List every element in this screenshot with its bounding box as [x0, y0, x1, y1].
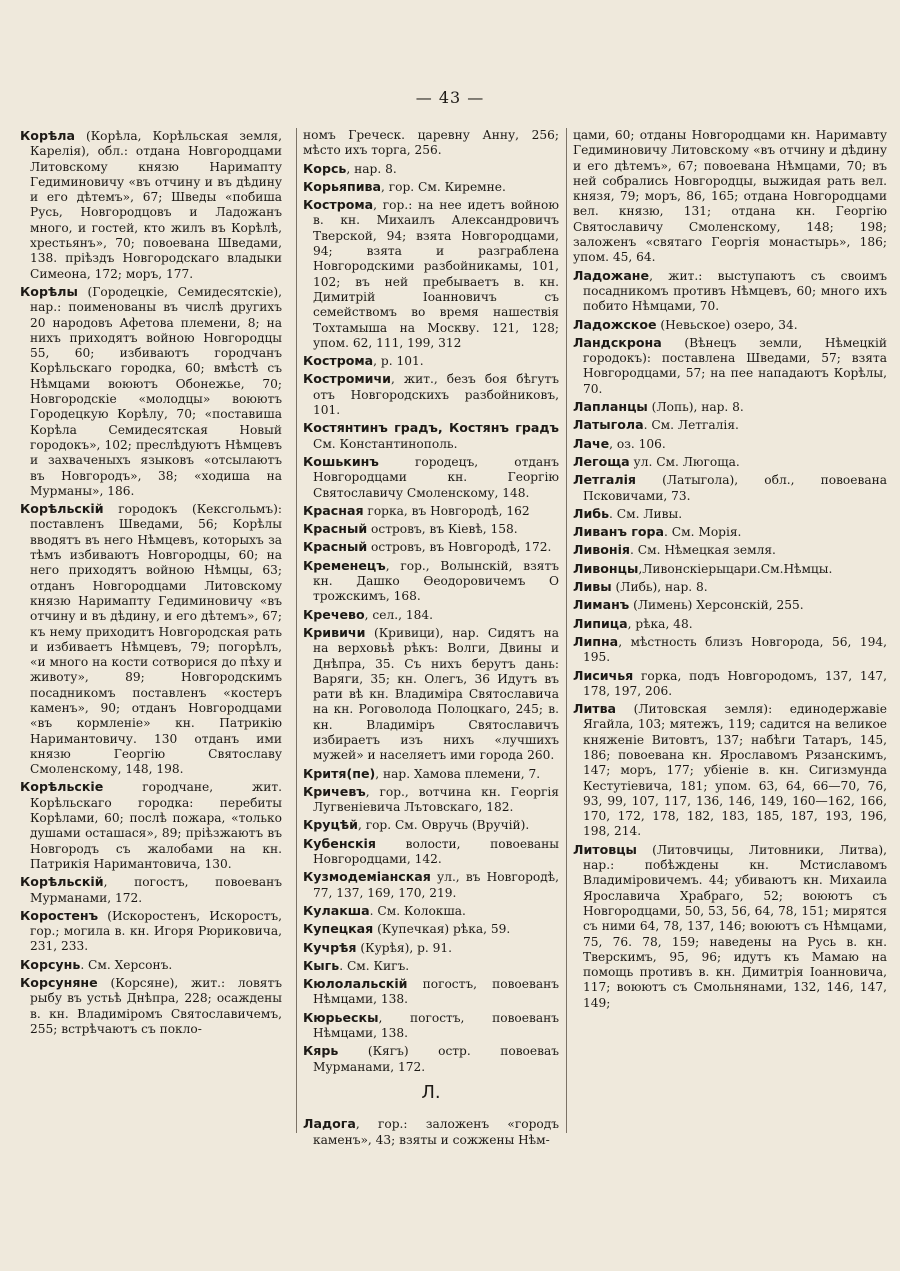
index-entry [573, 597, 887, 613]
entry-headword: Корѣла [20, 128, 75, 143]
entry-text: . См. Херсонъ. [80, 957, 173, 972]
entry-text: , оз. 106. [609, 436, 666, 451]
entry-text: (Невьское) озеро, 34. [656, 317, 798, 332]
index-entry [303, 958, 559, 974]
entry-text: (Корсяне), жит.: ловятъ рыбу въ устьѣ Днѣпра, 228; осаждены в. кн. Владиміромъ Святославичемъ, 255; встрѣчаютъ съ покло- [30, 976, 282, 1036]
entry-headword: Круцѣй [303, 817, 358, 833]
entry-headword: Либь [573, 505, 610, 521]
index-entry [303, 766, 559, 782]
entry-text: , мѣстность близъ Новгорода, 56, 194, 195. [583, 634, 887, 665]
entry-text: (Кягъ) остр. повоеваъ Мурманами, 172. [313, 1044, 559, 1074]
entry-text: , гор., вотчина кн. Георгія Лугвеніевича Лътовскаго, 182. [313, 784, 559, 815]
index-entry [573, 417, 887, 433]
index-entry [573, 634, 887, 666]
column-2 [296, 128, 559, 1147]
entry-headword: Ландскрона [573, 334, 662, 350]
index-entry [573, 268, 887, 315]
index-entry [303, 940, 559, 956]
entry-text: волости, повоеваны Новгородцами, 142. [313, 836, 559, 867]
entry-text: ул. См. Люгоща. [629, 454, 740, 469]
index-entry [573, 561, 887, 577]
index-entry [303, 128, 559, 159]
entry-text: ,Ливонскіерыцари.См.Нѣмцы. [638, 561, 833, 576]
page-number: — 43 — [415, 88, 485, 107]
entry-headword: Ливанъ гора [573, 524, 665, 540]
index-entry [573, 335, 887, 397]
entry-text: цами, 60; отданы Новгородцами кн. Наримавту Гедиминовичу Литовскому «въ отчину и дѣдину и его дѣтемъ», 67; повоевана Нѣмцами, 70; въ ней собрались Новгородцы, выжидая рать вел. князя, 79; моръ, 86, 165; отдана Новгородцами вел. князю, 131; отдана кн. Георгію Святославичу Смоленскому, 148; 198; заложенъ «святаго Георгія монастырь», 186; упом. 45, 64. [573, 128, 887, 265]
entry-text: , гор.: на нее идетъ войною в. кн. Михаилъ Александровичъ Тверской, 94; взята Новгородцами, 94; взята и разграблена Новгородскими разбойникамы, 101, 102; въ ней пребываетъ в. кн. Димитрій Іоанновичъ съ семействомъ во время нашествія Тохтамыша на Москву. 121, 128; упом. 62, 111, 199, 312 [313, 198, 559, 350]
index-entry [20, 779, 282, 872]
index-entry [303, 817, 559, 833]
index-entry [573, 668, 887, 700]
index-entry [303, 836, 559, 868]
entry-headword: Корьяпива [303, 178, 382, 194]
entry-headword: Корсь [303, 160, 347, 176]
index-entry [303, 521, 559, 537]
entry-headword: Кречево [303, 606, 365, 622]
entry-headword: Корсуняне [20, 975, 98, 991]
index-entry [573, 616, 887, 632]
entry-text: (Курѣя), р. 91. [356, 940, 453, 955]
index-entry [303, 353, 559, 369]
index-entry [573, 454, 887, 470]
entry-headword: Кубенскія [303, 835, 376, 851]
entry-text: . См. Летгалія. [643, 418, 739, 433]
entry-text: горка, въ Новгородѣ, 162 [363, 503, 530, 518]
entry-text: , нар. 8. [346, 161, 397, 176]
entry-text: (Литовчицы, Литовники, Литва), нар.: побѣждены кн. Мстиславомъ Владиміровичемъ. 44; убиваютъ кн. Михаила Ярославича Храбраго, 52; воюютъ съ Новгородцами, 50, 53, 56, 64, 78, 151; мирятся съ ними 64, 78, 137, 146; воюютъ съ Нѣмцами, 75, 76. 78, 159; наведены на Русь в. кн. Тверскимъ, 95, 96; идутъ къ Мамаю на помощь противъ в. кн. Димитрія Іоанновича, 117; воюютъ съ Смольнянами, 132, 146, 147, 149; [583, 842, 887, 1010]
index-entry [303, 1116, 559, 1148]
index-entry [303, 607, 559, 623]
entry-headword: Кыгь [303, 957, 340, 973]
entry-headword: Кузмодеміанская [303, 869, 431, 885]
index-entry [20, 128, 282, 282]
entry-text: городокъ (Кексгольмъ): поставленъ Шведами, 56; Корѣлы вводятъ въ него Нѣмцевъ, которыхъ за тѣмъ избиваютъ Новгородцы, 60; на него приходятъ войною Нѣмцы, 63; отданъ Новгородцами Литовскому князю Наримапту Гедиминовичу «въ отчину и въ дѣдину, и его дѣтемъ», 67; къ нему приходитъ Новгородская рать и избиваетъ Нѣмцевъ, 79; погорѣлъ, «и много на кости сотворися до пѣху и животу», 89; Новгородскимъ посадникомъ поставленъ «костеръ каменъ», 90; отданъ Новгородцами «въ кормленіе» кн. Патрикію Наримантовичу. 130 отданъ ими князю Георгію Святославу Смоленскому, 148, 198. [30, 502, 282, 777]
entry-text: , гор., Волынскій, взятъ кн. Дашко Ѳеодоровичемъ О трожскимъ, 168. [313, 558, 559, 604]
index-entry [573, 701, 887, 840]
index-entry [573, 399, 887, 415]
index-entry [573, 579, 887, 595]
entry-text: , гор. См. Киремне. [381, 179, 506, 194]
entry-text: , рѣка, 48. [627, 616, 693, 631]
column-3 [566, 128, 887, 1133]
index-entry [573, 472, 887, 504]
index-entry [573, 317, 887, 333]
entry-headword: Ладожское [573, 316, 657, 332]
entry-text: городчане, жит. Корѣльскаго городка: перебиты Корѣлами, 60; послѣ пожара, «только душами осташася», 89; пріѣзжаютъ въ Новгородъ съ жалобами на кн. Патрикія Наримантовича, 130. [30, 780, 282, 871]
entry-text: (Лопь), нар. 8. [647, 400, 744, 415]
entry-headword: Красная [303, 502, 364, 518]
entry-text: , гор. См. Овручь (Вручій). [357, 818, 530, 833]
entry-headword: Липица [573, 615, 628, 631]
entry-text: городецъ, отданъ Новгородцами кн. Георгію Святославичу Смоленскому, 148. [313, 454, 559, 500]
entry-text: . См. Колокша. [369, 903, 466, 918]
entry-text: , нар. Хамова племени, 7. [375, 766, 541, 781]
entry-headword: Корѣлы [20, 283, 78, 299]
index-entry [303, 869, 559, 901]
entry-headword: Ливонцы [573, 560, 639, 576]
entry-text: островъ, въ Новгородѣ, 172. [367, 540, 552, 555]
index-entry [303, 454, 559, 501]
entry-headword: Кременецъ [303, 557, 386, 573]
entry-headword: Кулакша [303, 902, 370, 918]
entry-text: , гор.: заложенъ «городъ каменъ», 43; взяты и сожжены Нѣм- [313, 1117, 559, 1147]
entry-headword: Кострома [303, 353, 374, 369]
index-entry [303, 558, 559, 605]
entry-headword: Легоща [573, 453, 630, 469]
entry-text: (Латыгола), обл., повоевана Псковичами, 73. [583, 473, 887, 503]
index-entry [303, 539, 559, 555]
index-entry [573, 524, 887, 540]
entry-headword: Ладога [303, 1116, 356, 1132]
entry-text: . См. Морія. [664, 525, 742, 540]
index-entry [20, 957, 282, 973]
entry-headword: Лаче [573, 435, 610, 451]
entry-headword: Лапланцы [573, 399, 648, 415]
entry-text: (Кривици), нар. Сидятъ на на верховьѣ рѣкъ: Волги, Двины и Днѣпра, 35. Съ нихъ берутъ дань: Варяги, 35; кн. Олегъ, 36 Идутъ въ рати вѣ кн. Владиміра Святославича на кн. Роговолода Полоцкаго, 245; в. кн. Владиміръ Святославичъ избираетъ изъ нихъ «лучшихъ мужей» и населяетъ ими города 260. [313, 625, 559, 763]
entry-text: , р. 101. [373, 354, 424, 369]
entry-headword: Кривичи [303, 624, 366, 640]
entry-headword: Липна [573, 633, 619, 649]
index-entry [573, 842, 887, 1011]
index-entry [303, 625, 559, 764]
index-entry [303, 976, 559, 1008]
index-entry [303, 921, 559, 937]
entry-text: (Либь), нар. 8. [611, 580, 708, 595]
index-entry [573, 506, 887, 522]
index-entry [303, 503, 559, 519]
index-entry [573, 542, 887, 558]
entry-headword: Кюрьескы [303, 1009, 379, 1025]
index-entry [303, 420, 559, 452]
index-entry [303, 903, 559, 919]
entry-text: , погостъ, повоеванъ Нѣмцами, 138. [313, 1010, 559, 1041]
entry-headword: Красный [303, 539, 368, 555]
entry-headword: Красный [303, 521, 368, 537]
entry-headword: Лиманъ [573, 597, 630, 613]
entry-text: . См. Кигъ. [339, 958, 410, 973]
index-entry [303, 179, 559, 195]
index-entry [20, 501, 282, 777]
entry-headword: Летгалія [573, 472, 637, 488]
index-entry [20, 874, 282, 906]
entry-text: , погостъ, повоеванъ Мурманами, 172. [30, 875, 282, 905]
entry-text: См. Константинополь. [313, 436, 458, 451]
index-entry [573, 436, 887, 452]
entry-headword: Корсунь [20, 956, 81, 972]
entry-headword: Кричевъ [303, 783, 366, 799]
entry-headword: Кострома [303, 197, 374, 213]
entry-text: , жит.: выступаютъ съ своимъ посадникомъ противъ Нѣмцевъ, 60; много ихъ побито Нѣмцами, 70. [583, 268, 887, 314]
entry-headword: Костянтинъ градъ, Костянъ градъ [303, 420, 559, 436]
index-entry [20, 284, 282, 499]
entry-headword: Лисичья [573, 667, 634, 683]
entry-text: (Корѣла, Корѣльская земля, Карелія), обл.: отдана Новгородцами Литовскому князю Наримапту Гедиминовичу «въ отчину и въ дѣдину и его дѣтемъ», 67; Шведы «побиша Русь, Новгородцовъ и Ладожанъ много, и гостей, кто жилъ въ Корѣлѣ, хрестьянъ», 70; повоевана Шведами, 138. пріѣздъ Новгородскаго владыки Симеона, 172; моръ, 177. [30, 129, 282, 281]
entry-text: ул., въ Новгородѣ, 77, 137, 169, 170, 219. [313, 870, 559, 900]
entry-text: (Купечкая) рѣка, 59. [373, 922, 511, 937]
entry-text: (Искоростенъ, Искоростъ, гор.; могила в. кн. Игоря Рюриковича, 231, 233. [30, 908, 282, 954]
column-1 [20, 128, 282, 1039]
index-entry [303, 197, 559, 351]
entry-headword: Кучрѣя [303, 939, 357, 955]
entry-text: . См. Ливы. [609, 506, 683, 521]
entry-headword: Коростенъ [20, 907, 99, 923]
entry-headword: Ливы [573, 579, 612, 595]
entry-text: островъ, въ Кіевѣ, 158. [367, 522, 518, 537]
entry-text: (Вѣнецъ земли, Нѣмецкій городокъ): поставлена Шведами, 57; взята Новгородцами, 57; на пее нападаютъ Корѣлы, 70. [583, 335, 887, 396]
entry-text: . См. Нѣмецкая земля. [630, 543, 776, 558]
entry-text: номъ Греческ. царевну Анну, 256; мѣсто ихъ торга, 256. [303, 128, 559, 158]
entry-headword: Кярь [303, 1043, 339, 1059]
index-entry [573, 128, 887, 266]
entry-headword: Корѣльскіе [20, 779, 104, 795]
index-entry [20, 908, 282, 955]
index-entry [303, 1043, 559, 1075]
index-entry [303, 161, 559, 177]
entry-headword: Ливонія [573, 542, 631, 558]
entry-headword: Литва [573, 701, 617, 717]
entry-text: (Лимень) Херсонскій, 255. [629, 598, 804, 613]
entry-text: , сел., 184. [364, 607, 433, 622]
entry-headword: Литовцы [573, 841, 637, 857]
entry-text: (Городецкіе, Семидесятскіе), нар.: поименованы въ числѣ другихъ 20 народовъ Афетова племени, 8; на нихъ приходятъ войною Новгородцы 55, 60; избиваютъ городчанъ Корѣльскаго городка, 60; вмѣстѣ съ Нѣмцами воюютъ Обонежье, 70; Новгородскіе «молодцы» воюютъ Городецкую Корѣлу, 70; «поставиша Корѣла Семидесятская Новый городокъ», 102; преслѣдуютъ Нѣмцевъ и захваченыхъ языковъ «отсылаютъ въ Новгородъ», 38; «ходиша на Мурманы», 186. [30, 284, 282, 498]
index-entry [303, 371, 559, 418]
section-letter: Л. [421, 1081, 441, 1103]
index-entry [20, 975, 282, 1037]
entry-headword: Латыгола [573, 417, 644, 433]
entry-headword: Ладожане [573, 267, 650, 283]
entry-headword: Критя(пе) [303, 765, 376, 781]
index-entry [303, 1010, 559, 1042]
entry-text: (Литовская земля): единодержавіе Ягайла, 103; мятежъ, 119; садится на великое княженіе Витовтъ, 137; набѣги Татаръ, 145, 186; повоевана кн. Ярославомъ Рязанскимъ, 147; моръ, 177; убіеніе в. кн. Сигизмунда Кестутіевича, 181; упом. 63, 64, 66—70, 76, 93, 99, 107, 117, 136, 146, 149, 160—162, 166, 170, 172, 178, 182, 183, 185, 187, 193, 196, 198, 214. [583, 702, 887, 839]
index-entry [303, 784, 559, 816]
entry-text: , жит., безъ боя бѣгутъ отъ Новгородскихъ разбойниковъ, 101. [313, 372, 559, 418]
entry-headword: Кошькинъ [303, 453, 379, 469]
entry-headword: Корѣльскій [20, 874, 104, 890]
entry-headword: Кюлолальскій [303, 976, 408, 992]
entry-text: горка, подъ Новгородомъ, 137, 147, 178, 197, 206. [583, 668, 887, 698]
entry-text: погостъ, повоеванъ Нѣмцами, 138. [313, 977, 559, 1007]
entry-headword: Корѣльскій [20, 501, 104, 517]
entry-headword: Костромичи [303, 371, 391, 387]
entry-headword: Купецкая [303, 921, 374, 937]
